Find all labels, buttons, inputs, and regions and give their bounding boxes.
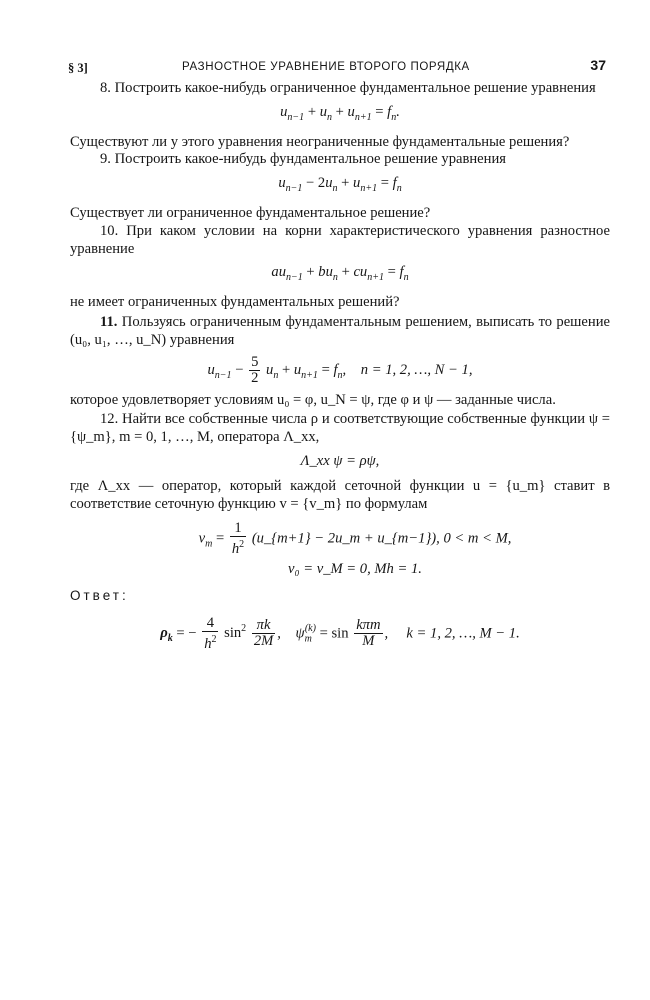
problem-10-text: 10. При каком условии на корни характеристического уравнения разностное уравнение: [70, 222, 610, 257]
problem-9-text: 9. Построить какое-нибудь фундаментальное решение уравнения: [100, 151, 506, 168]
page: [70, 56, 610, 652]
problem-12-operator-description: где Λ_xx — оператор, который каждой сеточной функции u = {u_m} ставит в соответствие сеточную функцию v = {v_m} по формулам: [70, 477, 610, 512]
problem-8-equation: $u_{n-1} + u_n + u_{n+1} = f_n$.: [280, 103, 400, 123]
running-header: [70, 56, 610, 80]
section-marker: § 3]: [68, 61, 88, 75]
problem-10-question: не имеет ограниченных фундаментальных решений?: [70, 294, 400, 311]
problem-8-question: Существуют ли у этого уравнения неограниченные фундаментальные решения?: [70, 133, 570, 150]
problem-12-text: 12. Найти все собственные числа ρ и соответствующие собственные функции ψ = {ψ_m}, m = 0, 1, …, M, оператора Λ_xx,: [70, 411, 610, 446]
problem-9-equation: $u_{n-1} - 2u_n + u_{n+1} = f_n$: [278, 175, 402, 195]
running-title: РАЗНОСТНОЕ УРАВНЕНИЕ ВТОРОГО ПОРЯДКА: [182, 61, 470, 73]
problem-10-equation: $au_{n-1} + bu_n + cu_{n+1} = f_n$: [271, 264, 409, 284]
page-number: 37: [590, 57, 606, 73]
answer-label: Ответ:: [70, 588, 129, 604]
problem-12-eigen-equation: Λ_xx ψ = ρψ,: [300, 452, 380, 469]
problem-8-text: 8. Построить какое-нибудь ограниченное фундаментальное решение уравнения: [100, 80, 596, 96]
problem-11-equation: $u_{n-1}$ − $\frac{5}{2}$ $u_n + u_{n+1} = f_n$, n = 1, 2, …, N − 1,: [207, 353, 473, 386]
problem-9-question: Существует ли ограниченное фундаментальное решение?: [70, 204, 431, 221]
answer-formula: $\rho_k$ = − $\frac{4}{h^2}$ $\sin^2$ $\frac{\pi k}{2M}$ , $\psi_m^{(k)} = \sin$ $\frac{\text{kπm}}{M}$ , k = 1, 2, …, M − 1.: [160, 614, 520, 652]
problem-11-conditions: которое удовлетворяет условиям u₀ = φ, u_N = ψ, где φ и ψ — заданные числа.: [70, 391, 556, 408]
problem-12-boundary-conditions: v₀ = v_M = 0, Mh = 1.: [288, 561, 422, 578]
problem-12-operator-formula: $v_m$ = $\frac{1}{h^2}$ (u_{m+1} − 2u_m + u_{m−1}), 0 < m < M,: [198, 520, 512, 558]
problem-11-text: 11. Пользуясь ограниченным фундаментальным решением, выписать то решение (u₀, u₁, …, u_N) уравнения: [70, 313, 610, 348]
